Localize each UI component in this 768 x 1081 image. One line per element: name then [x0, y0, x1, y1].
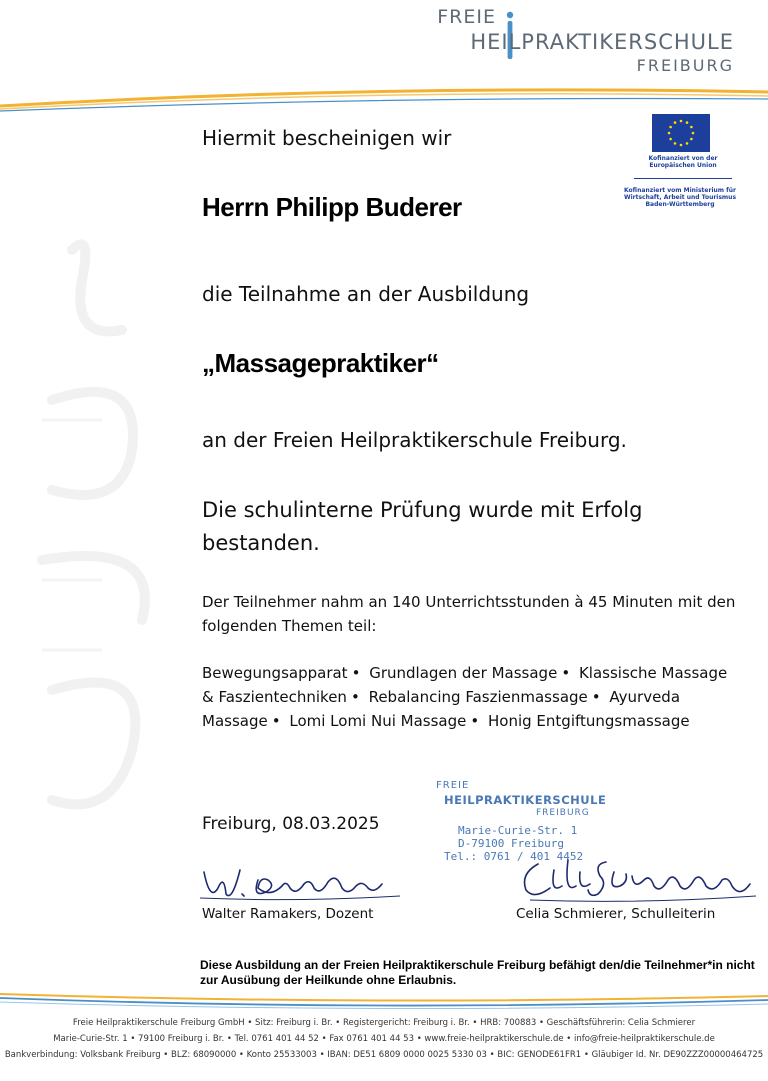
eu-flag-icon	[652, 114, 710, 152]
footer-company-info: Freie Heilpraktikerschule Freiburg GmbH • Sitz: Freiburg i. Br. • Registergericht: Freiburg i. Br. • HRB: 700883 • Geschäftsführerin: Celia Schmierer	[72, 1018, 696, 1028]
logo-line-3: FREIBURG	[636, 56, 734, 75]
stamp-street: Marie-Curie-Str. 1	[458, 824, 578, 837]
stamp-line-1: FREIE	[436, 780, 470, 791]
eu-divider	[634, 178, 732, 179]
school-text: an der Freien Heilpraktikerschule Freiburg.	[202, 428, 627, 452]
footer-bank-info: Bankverbindung: Volksbank Freiburg • BLZ: 68090000 • Konto 25533003 • IBAN: DE51 6809 0000 0025 5330 03 • BIC: GENODE61FR1 • Gläubiger Id. Nr. DE90ZZZ00000464725	[4, 1050, 764, 1060]
stamp-line-3: FREIBURG	[536, 808, 590, 818]
stamp-city: D-79100 Freiburg	[458, 837, 564, 850]
watermark-graphic	[12, 220, 182, 860]
issue-date: Freiburg, 08.03.2025	[202, 814, 380, 834]
eu-caption: Kofinanziert von der Europäischen Union	[648, 155, 718, 169]
footer-contact-info: Marie-Curie-Str. 1 • 79100 Freiburg i. Br. • Tel. 0761 401 44 52 • Fax 0761 401 44 53 • www.freie-heilpraktikerschule.de • info@freie-heilpraktikerschule.de	[53, 1034, 715, 1044]
signer-left-name: Walter Ramakers, Dozent	[202, 906, 374, 922]
signature-walter-ramakers	[196, 858, 406, 904]
topic-item: Bewegungsapparat	[202, 664, 348, 682]
topic-item: Ayurveda Massage	[202, 688, 681, 730]
course-title: „Massagepraktiker“	[202, 348, 439, 378]
participation-text: die Teilnahme an der Ausbildung	[202, 282, 530, 306]
recipient-name: Herrn Philipp Buderer	[202, 192, 462, 222]
decorative-swoosh-bottom	[0, 988, 768, 1012]
logo-line-1: FREIE	[437, 6, 496, 28]
topic-item: Grundlagen der Massage	[369, 664, 558, 682]
ministry-caption: Kofinanziert vom Ministerium für Wirtschaft, Arbeit und Tourismus Baden-Württemberg	[623, 187, 737, 208]
topic-item: Honig Entgiftungsmassage	[488, 712, 690, 730]
stamp-phone: Tel.: 0761 / 401 4452	[444, 850, 584, 863]
legal-disclaimer: Diese Ausbildung an der Freien Heilpraktikerschule Freiburg befähigt den/die Teilnehmer*in nicht zur Ausübung der Heilkunde ohne Erlaubnis.	[200, 958, 755, 987]
topics-list: Bewegungsapparat • Grundlagen der Massage • Klassische Massage & Faszientechniken • Rebalancing Faszienmassage • Ayurveda Massage • Lomi Lomi Nui Massage • Honig Entgiftungsmassage	[202, 664, 728, 730]
decorative-swoosh-top	[0, 86, 768, 116]
exam-result-text: Die schulinterne Prüfung wurde mit Erfolg bestanden.	[202, 498, 643, 555]
signer-right-name: Celia Schmierer, Schulleiterin	[516, 906, 716, 922]
logo-line-2: HEILPRAKTIKERSCHULE	[470, 30, 734, 54]
topic-item: Klassische Massage & Faszientechniken	[202, 664, 728, 706]
topic-item: Rebalancing Faszienmassage	[368, 688, 588, 706]
stamp-line-2: HEILPRAKTIKERSCHULE	[444, 793, 607, 807]
intro-text: Hiermit bescheinigen wir	[202, 126, 452, 150]
school-logo	[437, 6, 734, 78]
topic-item: Lomi Lomi Nui Massage	[289, 712, 467, 730]
signature-celia-schmierer	[510, 850, 760, 906]
hours-text: Der Teilnehmer nahm an 140 Unterrichtsstunden à 45 Minuten mit den folgenden Themen teil:	[202, 593, 736, 635]
